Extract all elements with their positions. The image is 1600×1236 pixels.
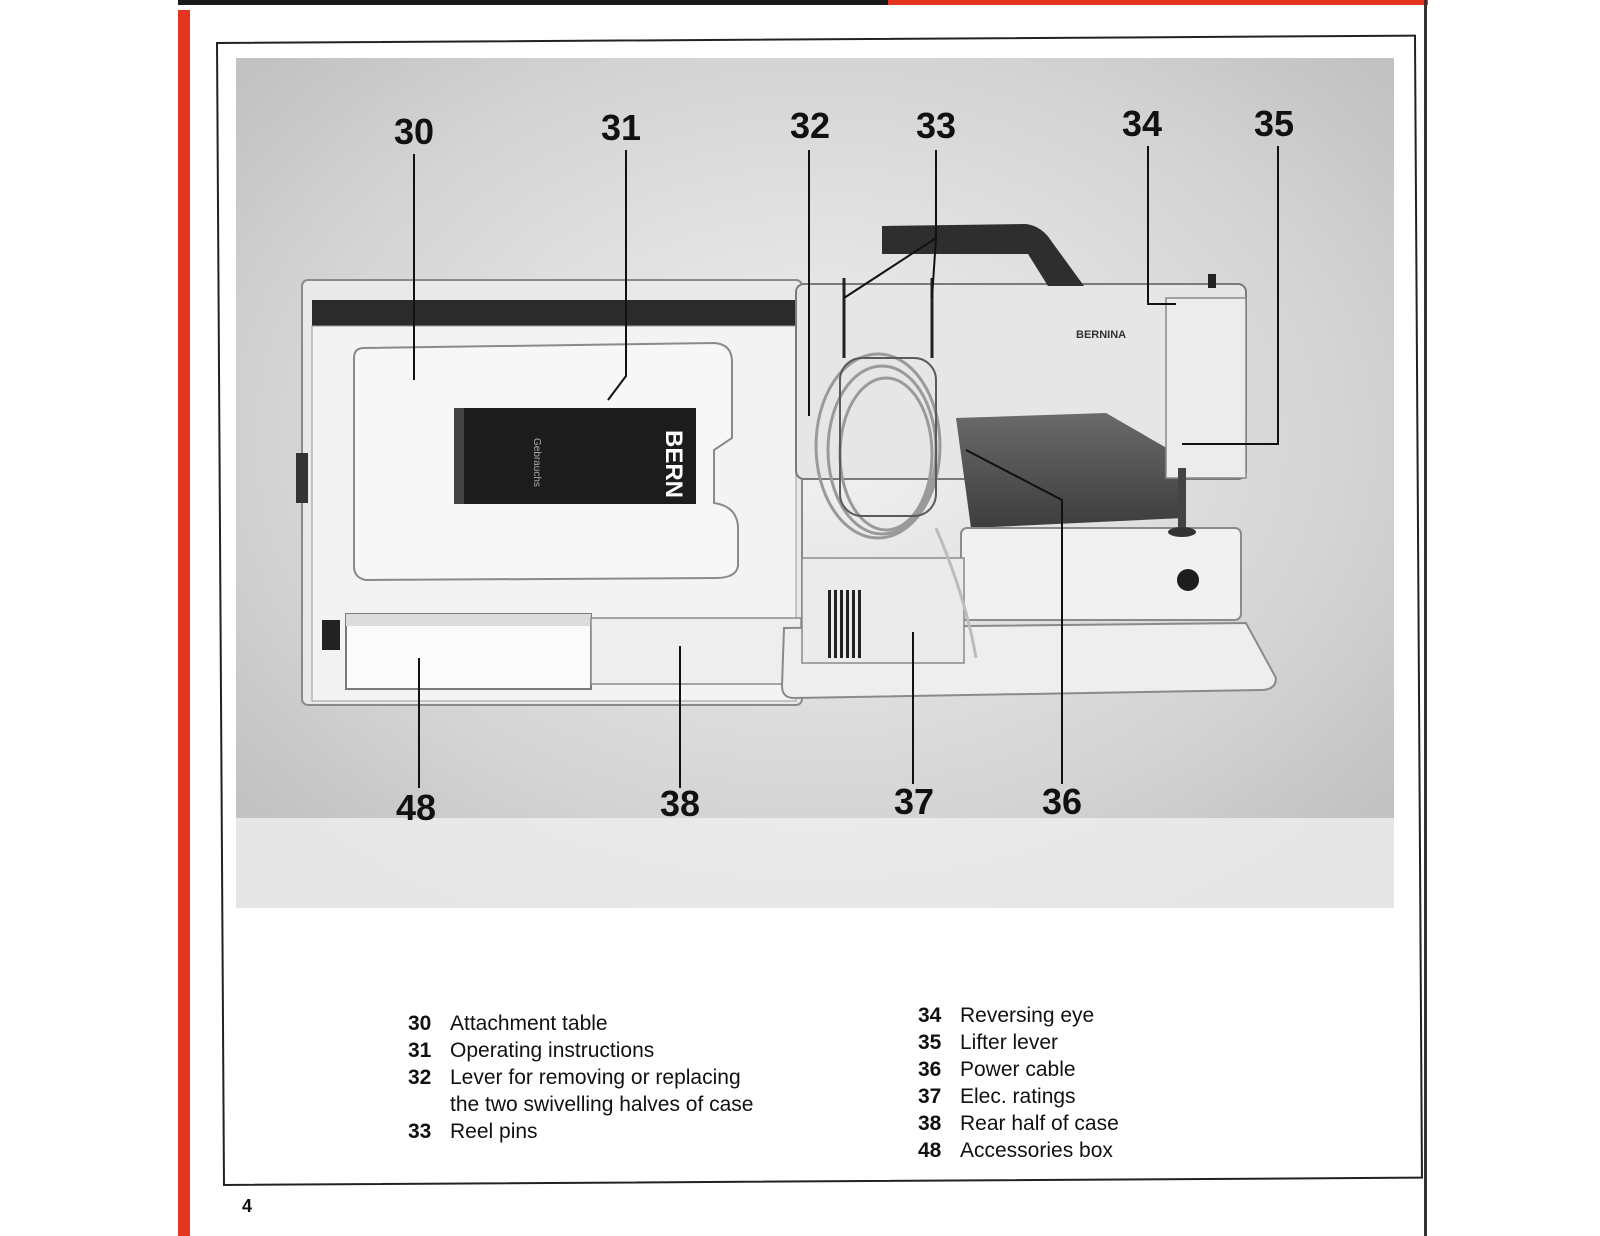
- top-red-rule: [888, 0, 1428, 5]
- callout-30: 30: [393, 111, 435, 152]
- legend-left: [408, 1010, 754, 1145]
- svg-text:BERNINA: BERNINA: [1076, 329, 1127, 341]
- legend-item: 33 Reel pins: [408, 1120, 538, 1143]
- legend-item: 36 Power cable: [918, 1058, 1076, 1081]
- legend-item: 30 Attachment table: [408, 1012, 608, 1035]
- sewing-machine-photo: [236, 58, 1394, 908]
- legend-item: 31 Operating instructions: [408, 1039, 655, 1062]
- callout-31: 31: [600, 107, 642, 148]
- svg-text:BERN: BERN: [660, 430, 687, 499]
- rear-case-half: [591, 618, 801, 684]
- svg-text:Gebrauchs: Gebrauchs: [531, 438, 542, 487]
- callout-36: 36: [1041, 781, 1083, 822]
- callout-35: 35: [1253, 103, 1295, 144]
- operating-instructions-booklet: [454, 408, 696, 504]
- legend-item: 48 Accessories box: [918, 1139, 1113, 1162]
- top-black-rule: [178, 0, 888, 5]
- legend-item: 35 Lifter lever: [918, 1031, 1059, 1054]
- accessories-box: [322, 614, 591, 689]
- legend-item-continuation: the two swivelling halves of case: [450, 1093, 754, 1116]
- red-page-edge: [178, 10, 190, 1236]
- callout-38: 38: [659, 783, 701, 824]
- legend-right: [918, 1002, 1119, 1164]
- callout-32: 32: [789, 105, 831, 146]
- sewing-machine-body: [782, 224, 1276, 698]
- legend-item: 37 Elec. ratings: [918, 1085, 1076, 1108]
- callout-34: 34: [1121, 103, 1163, 144]
- page-number: 4: [242, 1196, 253, 1216]
- right-page-rule: [1424, 0, 1427, 1236]
- legend-item: 34 Reversing eye: [918, 1004, 1095, 1027]
- callout-48: 48: [395, 787, 437, 828]
- legend-item: 32 Lever for removing or replacing: [408, 1066, 741, 1089]
- legend-item: 38 Rear half of case: [918, 1112, 1119, 1135]
- callout-33: 33: [915, 105, 957, 146]
- callout-37: 37: [893, 781, 935, 822]
